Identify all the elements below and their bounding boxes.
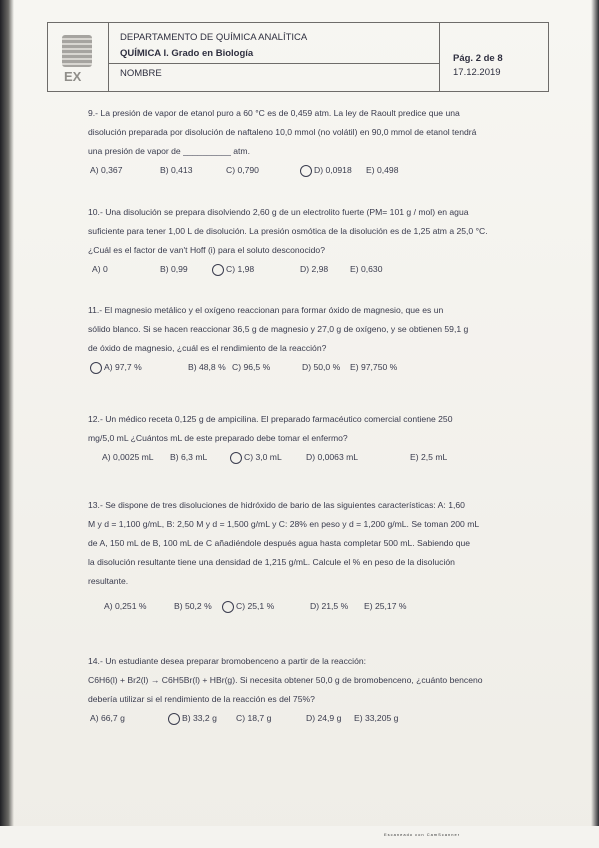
question-12 [88,410,508,468]
department-name: DEPARTAMENTO DE QUÍMICA ANALÍTICA [120,32,308,43]
answer-options [88,358,508,378]
exam-header [47,22,549,92]
scanner-watermark: Escaneado con CamScanner [384,832,461,837]
option-e: E) 0,630 [350,264,383,274]
option-b: B) 48,8 % [188,362,226,372]
answer-options [88,597,508,617]
option-c: C) 18,7 g [236,713,272,723]
option-a-label: A) 97,7 % [104,362,142,372]
question-text-line: 9.- La presión de vapor de etanol puro a 60 °C es de 0,459 atm. La ley de Raoult predice que una [88,108,460,118]
option-b-selected [168,709,217,728]
option-c: C) 96,5 % [232,362,271,372]
option-e: E) 25,17 % [364,601,407,611]
question-text-line: mg/5,0 mL ¿Cuántos mL de este preparado debe tomar el enfermo? [88,433,348,443]
question-10 [88,203,508,280]
selected-answer-circle [90,362,102,374]
option-a: A) 0,251 % [104,601,147,611]
question-text-line: disolución preparada por disolución de naftaleno 10,0 mmol (no volátil) en 90,0 mmol de etanol tendrá [88,127,477,137]
name-label: NOMBRE [120,68,162,79]
option-c-label: C) 25,1 % [236,601,275,611]
question-text-line: 13.- Se dispone de tres disoluciones de hidróxido de bario de las siguientes características: A: 1,60 [88,500,465,510]
option-b: B) 0,413 [160,165,193,175]
option-d-selected [300,161,352,180]
question-text-line: M y d = 1,100 g/mL, B: 2,50 M y d = 1,500 g/mL y C: 28% en peso y d = 1,200 g/mL. Se toman 200 mL [88,519,480,529]
scan-shadow-right [591,0,599,848]
page-number: Pág. 2 de 8 [453,53,503,64]
question-text-line: 10.- Una disolución se prepara disolviendo 2,60 g de un electrolito fuerte (PM= 101 g / mol) en agua [88,207,469,217]
question-text-line: 12.- Un médico receta 0,125 g de ampicilina. El preparado farmacéutico comercial contiene 250 [88,414,453,424]
selected-answer-circle [168,713,180,725]
option-b: B) 6,3 mL [170,452,208,462]
logo-mark [62,35,92,67]
option-a: A) 0 [92,264,108,274]
option-a: A) 66,7 g [90,713,125,723]
header-column-divider [439,23,440,91]
question-text-line: C6H6(l) + Br2(l) → C6H5Br(l) + HBr(g). Si necesita obtener 50,0 g de bromobenceno, ¿cuánto benceno [88,675,483,685]
answer-options [88,448,508,468]
option-d-label: D) 0,0918 [314,165,352,175]
logo-text: EX [64,69,82,84]
option-a: A) 0,367 [90,165,123,175]
question-text-line: ¿Cuál es el factor de van't Hoff (i) para el soluto desconocido? [88,245,325,255]
question-text-line: suficiente para tener 1,00 L de disolución. La presión osmótica de la disolución es de 1,25 atm a 25,0 °C. [88,226,488,236]
option-b-label: B) 33,2 g [182,713,217,723]
question-text-line: resultante. [88,576,129,586]
question-text-line: de A, 150 mL de B, 100 mL de C añadiéndole después agua hasta completar 500 mL. Sabiendo que [88,538,471,548]
question-text-line: una presión de vapor de __________ atm. [88,146,250,156]
scan-bottom-margin [0,826,599,848]
option-e: E) 33,205 g [354,713,399,723]
option-c-selected [212,260,254,279]
option-a-selected [90,358,142,377]
option-d: D) 21,5 % [310,601,349,611]
exam-date: 17.12.2019 [453,67,501,78]
question-9 [88,104,508,181]
option-c-selected [222,597,274,616]
option-b: B) 0,99 [160,264,188,274]
selected-answer-circle [222,601,234,613]
answer-options [88,161,508,181]
question-text-line: la disolución resultante tiene una densidad de 1,215 g/mL. Calcule el % en peso de la disolución [88,557,455,567]
scan-shadow-left [0,0,14,848]
selected-answer-circle [212,264,224,276]
option-c-label: C) 1,98 [226,264,255,274]
option-b: B) 50,2 % [174,601,212,611]
university-logo [48,23,109,91]
question-text-line: sólido blanco. Si se hacen reaccionar 36,5 g de magnesio y 27,0 g de oxígeno, y se obtienen 59,1 g [88,324,469,334]
selected-answer-circle [230,452,242,464]
option-d: D) 24,9 g [306,713,342,723]
option-d: D) 50,0 % [302,362,341,372]
course-name: QUÍMICA I. Grado en Biología [120,48,254,59]
answer-options [88,709,508,729]
option-e: E) 0,498 [366,165,399,175]
question-11 [88,301,508,378]
option-d: D) 0,0063 mL [306,452,359,462]
option-c-label: C) 3,0 mL [244,452,282,462]
question-text-line: 11.- El magnesio metálico y el oxígeno reaccionan para formar óxido de magnesio, que es un [88,305,444,315]
question-13 [88,496,508,617]
answer-options [88,260,508,280]
selected-answer-circle [300,165,312,177]
question-text-line: debería utilizar si el rendimiento de la reacción es del 75%? [88,694,315,704]
header-divider [108,63,439,64]
option-e: E) 2,5 mL [410,452,448,462]
option-a: A) 0,0025 mL [102,452,154,462]
option-d: D) 2,98 [300,264,329,274]
option-e: E) 97,750 % [350,362,398,372]
option-c: C) 0,790 [226,165,259,175]
question-text-line: 14.- Un estudiante desea preparar bromobenceno a partir de la reacción: [88,656,367,666]
question-text-line: de óxido de magnesio, ¿cuál es el rendimiento de la reacción? [88,343,327,353]
option-c-selected [230,448,282,467]
question-14 [88,652,508,729]
